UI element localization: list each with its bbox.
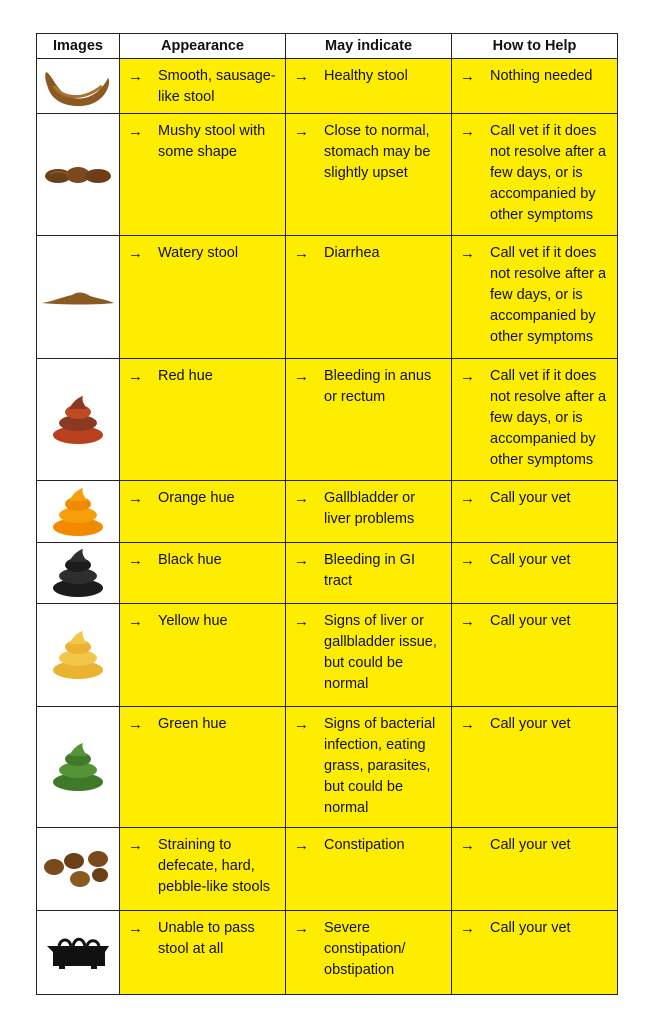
indicate-text: Diarrhea [324, 245, 380, 261]
table-row [37, 828, 618, 911]
appearance-text: Yellow hue [158, 613, 228, 629]
arrow-icon: → [294, 490, 309, 507]
indicate-text: Close to normal, stomach may be slightly upset [324, 123, 431, 181]
help-text: Call vet if it does not resolve after a few days, or is accompanied by other symptoms [490, 123, 607, 223]
appearance-cell [120, 236, 286, 359]
indicate-cell [286, 59, 452, 114]
image-cell [37, 359, 120, 481]
help-cell [452, 911, 618, 995]
appearance-cell [120, 911, 286, 995]
image-cell [37, 543, 120, 604]
indicate-text: Bleeding in anus or rectum [324, 368, 432, 405]
appearance-text: Watery stool [158, 245, 239, 261]
help-text: Call your vet [490, 613, 571, 629]
indicate-cell [286, 481, 452, 543]
table-row [37, 543, 618, 604]
indicate-text: Healthy stool [324, 68, 408, 84]
table-row [37, 481, 618, 543]
indicate-cell [286, 604, 452, 707]
arrow-icon: → [128, 613, 143, 630]
help-text: Call your vet [490, 490, 571, 506]
table-row [37, 707, 618, 828]
mushy-stool-icon [42, 163, 114, 187]
image-cell [37, 911, 120, 995]
sausage-stool-icon [42, 64, 114, 108]
arrow-icon: → [460, 552, 475, 569]
arrow-icon: → [294, 368, 309, 385]
help-cell [452, 359, 618, 481]
arrow-icon: → [128, 68, 143, 85]
arrow-icon: → [294, 123, 309, 140]
image-cell [37, 236, 120, 359]
arrow-icon: → [294, 245, 309, 262]
appearance-cell [120, 481, 286, 543]
black-stool-icon [51, 548, 105, 598]
appearance-cell [120, 543, 286, 604]
arrow-icon: → [294, 837, 309, 854]
indicate-cell [286, 359, 452, 481]
arrow-icon: → [128, 552, 143, 569]
help-cell [452, 543, 618, 604]
appearance-text: Red hue [158, 368, 213, 384]
arrow-icon: → [128, 368, 143, 385]
help-cell [452, 114, 618, 236]
arrow-icon: → [460, 716, 475, 733]
indicate-text: Signs of bacterial infection, eating grass, parasites, but could be normal [324, 716, 436, 816]
help-cell [452, 707, 618, 828]
appearance-text: Mushy stool with some shape [158, 123, 266, 160]
arrow-icon: → [128, 245, 143, 262]
help-cell [452, 604, 618, 707]
yellow-stool-icon [51, 630, 105, 680]
stool-chart-table [36, 33, 618, 995]
header-how-to-help: How to Help [452, 34, 618, 59]
arrow-icon: → [128, 837, 143, 854]
arrow-icon: → [128, 123, 143, 140]
table-row [37, 236, 618, 359]
appearance-cell [120, 114, 286, 236]
arrow-icon: → [128, 716, 143, 733]
table-row [37, 114, 618, 236]
indicate-text: Constipation [324, 837, 405, 853]
table-row [37, 359, 618, 481]
appearance-text: Unable to pass stool at all [158, 920, 255, 957]
image-cell [37, 59, 120, 114]
indicate-cell [286, 828, 452, 911]
image-cell [37, 604, 120, 707]
help-text: Call vet if it does not resolve after a few days, or is accompanied by other symptoms [490, 368, 607, 468]
appearance-cell [120, 707, 286, 828]
help-text: Call your vet [490, 920, 571, 936]
appearance-cell [120, 59, 286, 114]
header-row [37, 34, 618, 59]
orange-stool-icon [51, 487, 105, 537]
header-may-indicate: May indicate [286, 34, 452, 59]
indicate-cell [286, 236, 452, 359]
arrow-icon: → [294, 613, 309, 630]
appearance-text: Smooth, sausage-like stool [158, 68, 276, 105]
pebble-stool-icon [42, 849, 114, 889]
arrow-icon: → [294, 68, 309, 85]
appearance-cell [120, 828, 286, 911]
arrow-icon: → [294, 920, 309, 937]
arrow-icon: → [460, 368, 475, 385]
help-text: Call vet if it does not resolve after a few days, or is accompanied by other symptoms [490, 245, 607, 345]
indicate-text: Gallbladder or liver problems [324, 490, 416, 527]
arrow-icon: → [460, 245, 475, 262]
image-cell [37, 707, 120, 828]
green-stool-icon [51, 742, 105, 792]
indicate-text: Bleeding in GI tract [324, 552, 416, 589]
help-text: Nothing needed [490, 68, 593, 84]
appearance-text: Black hue [158, 552, 222, 568]
empty-litter-box-icon [45, 936, 111, 970]
red-stool-icon [51, 395, 105, 445]
arrow-icon: → [128, 490, 143, 507]
image-cell [37, 828, 120, 911]
help-cell [452, 828, 618, 911]
indicate-cell [286, 114, 452, 236]
appearance-text: Orange hue [158, 490, 235, 506]
arrow-icon: → [128, 920, 143, 937]
indicate-cell [286, 543, 452, 604]
appearance-cell [120, 604, 286, 707]
appearance-text: Straining to defecate, hard, pebble-like stools [158, 837, 271, 895]
table-row [37, 59, 618, 114]
help-text: Call your vet [490, 837, 571, 853]
watery-stool-icon [40, 287, 116, 307]
indicate-cell [286, 707, 452, 828]
arrow-icon: → [294, 552, 309, 569]
arrow-icon: → [460, 490, 475, 507]
help-cell [452, 236, 618, 359]
help-text: Call your vet [490, 552, 571, 568]
arrow-icon: → [294, 716, 309, 733]
help-cell [452, 59, 618, 114]
indicate-text: Signs of liver or gallbladder issue, but could be normal [324, 613, 437, 692]
arrow-icon: → [460, 613, 475, 630]
table-row [37, 911, 618, 995]
help-cell [452, 481, 618, 543]
indicate-text: Severe constipation/ obstipation [324, 920, 406, 978]
table-row [37, 604, 618, 707]
arrow-icon: → [460, 920, 475, 937]
header-appearance: Appearance [120, 34, 286, 59]
image-cell [37, 114, 120, 236]
header-images: Images [37, 34, 120, 59]
appearance-text: Green hue [158, 716, 227, 732]
appearance-cell [120, 359, 286, 481]
image-cell [37, 481, 120, 543]
help-text: Call your vet [490, 716, 571, 732]
arrow-icon: → [460, 837, 475, 854]
indicate-cell [286, 911, 452, 995]
arrow-icon: → [460, 123, 475, 140]
arrow-icon: → [460, 68, 475, 85]
